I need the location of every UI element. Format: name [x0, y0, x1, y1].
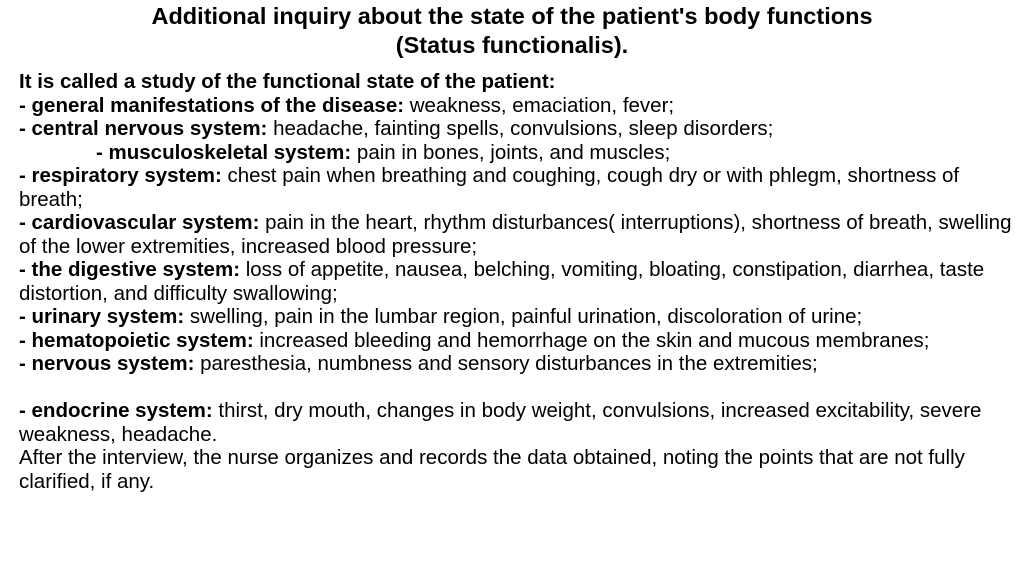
item-lead: - musculoskeletal system: [96, 140, 352, 164]
item-text: weakness, emaciation, fever; [404, 93, 675, 117]
list-item-musculoskeletal [19, 141, 1019, 165]
list-item-respiratory [19, 164, 1019, 211]
closing-text: After the interview, the nurse organizes and records the data obtained, noting the points that are not fully clarified, if any. [19, 446, 965, 493]
list-item-cardiovascular [19, 211, 1019, 258]
item-text: thirst, dry mouth, changes in body weight, convulsions, increased excitability, severe weakness, headache. [19, 399, 982, 446]
item-text: pain in the heart, rhythm disturbances( interruptions), shortness of breath, swelling of the lower extremities, increased blood pressure; [19, 211, 1012, 258]
slide-title [0, 2, 1024, 60]
item-text: swelling, pain in the lumbar region, painful urination, discoloration of urine; [184, 305, 863, 328]
list-item-nervous [19, 352, 1019, 376]
item-lead: - central nervous system: [19, 117, 268, 140]
item-text: increased bleeding and hemorrhage on the skin and mucous membranes; [253, 328, 930, 352]
item-lead: - hematopoietic system: [19, 328, 254, 352]
intro-text: It is called a study of the functional state of the patient: [19, 70, 556, 93]
slide-body [19, 70, 1019, 493]
title-line-2: (Status functionalis). [395, 32, 629, 58]
list-item-urinary [19, 305, 1019, 329]
item-lead: - nervous system: [19, 352, 195, 375]
item-text: paresthesia, numbness and sensory disturbances in the extremities; [194, 352, 818, 375]
list-item-central-nervous [19, 117, 1019, 141]
item-lead: - general manifestations of the disease: [19, 93, 405, 117]
item-lead: - urinary system: [19, 305, 185, 328]
item-text: pain in bones, joints, and muscles; [351, 140, 671, 164]
item-text: chest pain when breathing and coughing, cough dry or with phlegm, shortness of breath; [19, 164, 960, 211]
item-lead: - endocrine system: [19, 399, 213, 422]
list-item-digestive [19, 258, 1019, 305]
item-lead: - cardiovascular system: [19, 211, 260, 234]
list-item-hematopoietic [19, 329, 1019, 353]
list-item-endocrine [19, 399, 1019, 446]
list-item-general [19, 94, 1019, 118]
item-text: loss of appetite, nausea, belching, vomiting, bloating, constipation, diarrhea, taste distortion, and difficulty swallowing; [19, 258, 985, 305]
item-text: headache, fainting spells, convulsions, sleep disorders; [267, 117, 774, 140]
title-line-1: Additional inquiry about the state of the patient's body functions [151, 3, 873, 29]
item-lead: - the digestive system: [19, 258, 241, 281]
item-lead: - respiratory system: [19, 164, 222, 187]
